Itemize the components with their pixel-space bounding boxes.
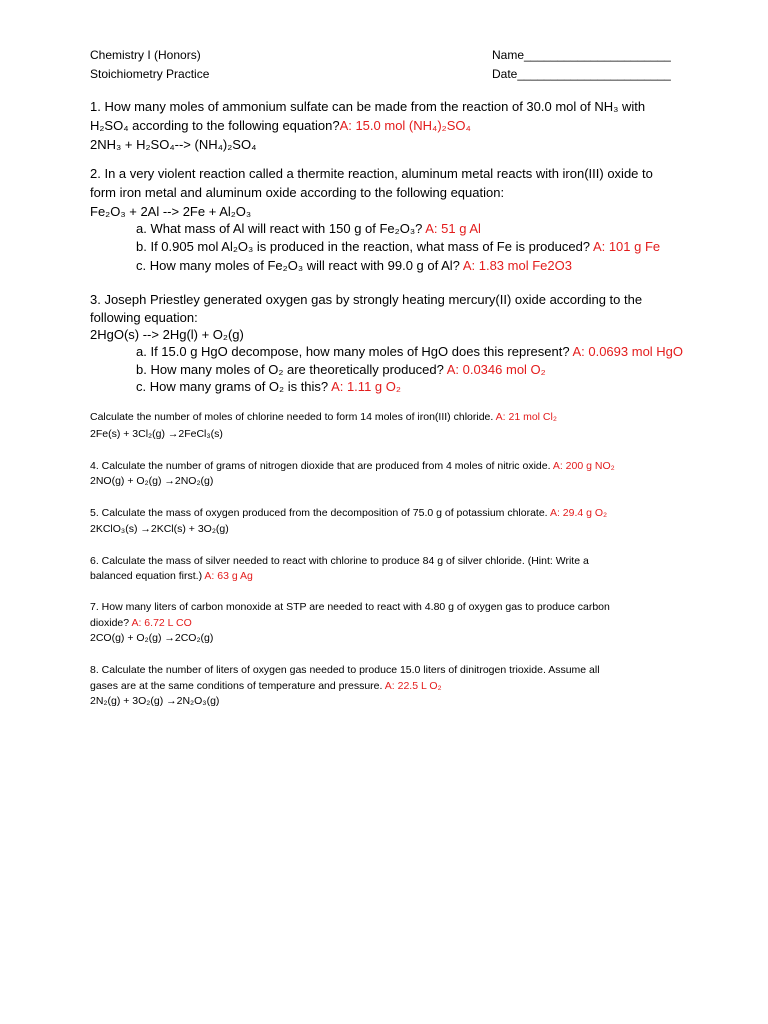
question-2b xyxy=(136,239,660,254)
question-2b-text: b. If 0.905 mol Al₂O₃ is produced in the reaction, what mass of Fe is produced? xyxy=(136,239,591,254)
question-1-line-1: 1. How many moles of ammonium sulfate can be made from the reaction of 30.0 mol of NH₃ with xyxy=(90,99,646,114)
question-2a-text: a. What mass of Al will react with 150 g of Fe₂O₃? xyxy=(136,221,423,236)
question-3b xyxy=(136,362,546,377)
question-7-line-1: 7. How many liters of carbon monoxide at STP are needed to react with 4.80 g of oxygen gas to produce carbon xyxy=(90,601,610,613)
question-7-equation: 2CO(g) + O₂(g) →2CO₂(g) xyxy=(90,632,214,644)
question-8-text: gases are at the same conditions of temperature and pressure. xyxy=(90,680,383,692)
question-1-answer: A: 15.0 mol (NH₄)₂SO₄ xyxy=(339,118,471,133)
question-3b-text: b. How many moles of O₂ are theoretically produced? xyxy=(136,362,444,377)
question-8-answer: A: 22.5 L O₂ xyxy=(384,680,442,692)
question-3b-answer: A: 0.0346 mol O₂ xyxy=(446,362,546,377)
question-2a-answer: A: 51 g Al xyxy=(425,221,481,236)
question-3a-text: a. If 15.0 g HgO decompose, how many moles of HgO does this represent? xyxy=(136,344,570,359)
worksheet-title: Stoichiometry Practice xyxy=(90,67,210,81)
question-1-equation: 2NH₃ + H₂SO₄--> (NH₄)₂SO₄ xyxy=(90,137,257,152)
question-1-text: H₂SO₄ according to the following equation? xyxy=(90,118,340,133)
question-7-line-2 xyxy=(90,617,192,629)
question-4-equation: 2NO(g) + O₂(g) →2NO₂(g) xyxy=(90,475,214,487)
question-8-equation: 2N₂(g) + 3O₂(g) →2N₂O₃(g) xyxy=(90,695,220,707)
question-7-text: dioxide? xyxy=(90,617,130,629)
question-3a xyxy=(136,344,683,359)
question-8-line-1: 8. Calculate the number of liters of oxygen gas needed to produce 15.0 liters of dinitrogen trioxide. Assume all xyxy=(90,664,600,676)
question-3c-answer: A: 1.11 g O₂ xyxy=(331,379,401,394)
question-7-answer: A: 6.72 L CO xyxy=(131,617,192,629)
question-3c-text: c. How many grams of O₂ is this? xyxy=(136,379,329,394)
question-6-line-1: 6. Calculate the mass of silver needed to react with chlorine to produce 84 g of silver chloride. (Hint: Write a xyxy=(90,555,589,567)
name-field: Name______________________ xyxy=(492,48,671,62)
question-6-text: balanced equation first.) xyxy=(90,570,203,582)
question-3-line-2: following equation: xyxy=(90,310,198,325)
date-field: Date_______________________ xyxy=(492,67,671,81)
question-chlorine-answer: A: 21 mol Cl₂ xyxy=(495,411,557,423)
question-6-answer: A: 63 g Ag xyxy=(204,570,253,582)
course-title: Chemistry I (Honors) xyxy=(90,48,201,62)
question-4 xyxy=(90,460,615,472)
question-5-answer: A: 29.4 g O₂ xyxy=(549,507,608,519)
question-5 xyxy=(90,507,607,519)
question-4-text: 4. Calculate the number of grams of nitrogen dioxide that are produced from 4 moles of nitric oxide. xyxy=(90,460,551,472)
question-3-line-1: 3. Joseph Priestley generated oxygen gas by strongly heating mercury(II) oxide according to the xyxy=(90,292,643,307)
question-2a xyxy=(136,221,481,236)
question-2c xyxy=(136,258,572,273)
question-2b-answer: A: 101 g Fe xyxy=(592,239,661,254)
question-chlorine xyxy=(90,411,557,423)
question-2-line-1: 2. In a very violent reaction called a thermite reaction, aluminum metal reacts with iron(III) oxide to xyxy=(90,166,653,181)
question-8-line-2 xyxy=(90,680,442,692)
question-2c-answer: A: 1.83 mol Fe2O3 xyxy=(462,258,572,273)
question-6-line-2 xyxy=(90,570,253,582)
question-chlorine-text: Calculate the number of moles of chlorine needed to form 14 moles of iron(III) chloride. xyxy=(90,411,494,423)
question-2-line-2: form iron metal and aluminum oxide according to the following equation: xyxy=(90,185,505,200)
question-chlorine-equation: 2Fe(s) + 3Cl₂(g) →2FeCl₃(s) xyxy=(90,428,223,440)
question-5-equation: 2KClO₃(s) →2KCl(s) + 3O₂(g) xyxy=(90,523,229,535)
question-1-line-2 xyxy=(90,118,471,133)
question-5-text: 5. Calculate the mass of oxygen produced from the decomposition of 75.0 g of potassium chlorate. xyxy=(90,507,548,519)
question-4-answer: A: 200 g NO₂ xyxy=(552,460,615,472)
question-2c-text: c. How many moles of Fe₂O₃ will react with 99.0 g of Al? xyxy=(136,258,460,273)
question-3a-answer: A: 0.0693 mol HgO xyxy=(572,344,684,359)
question-3c xyxy=(136,379,401,394)
question-3-equation: 2HgO(s) --> 2Hg(l) + O₂(g) xyxy=(90,327,244,342)
question-2-equation: Fe₂O₃ + 2Al --> 2Fe + Al₂O₃ xyxy=(90,204,252,219)
